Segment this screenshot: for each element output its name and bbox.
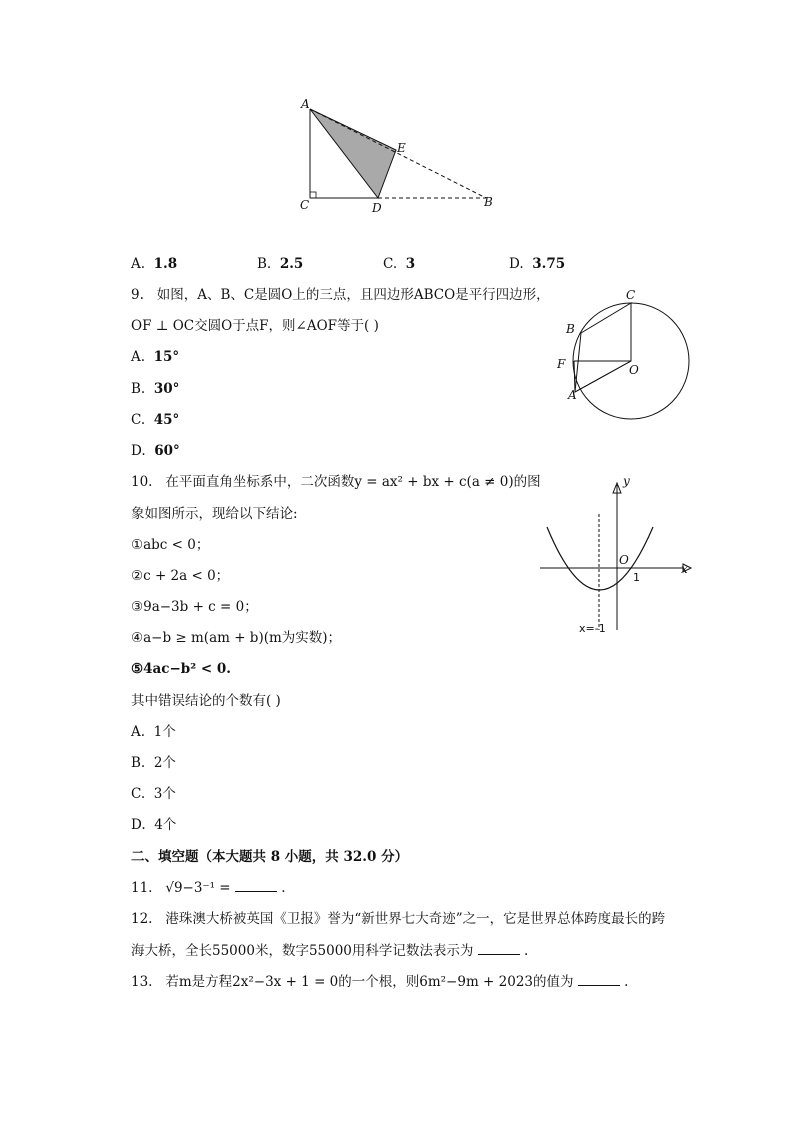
q10-parabola-figure [535,470,700,635]
q12-number: 12. [131,911,153,927]
q12-line2 [131,942,528,960]
q10-conclusion-3: ③9a−3b + c = 0； [131,599,258,615]
q11-answer-blank[interactable] [235,879,277,892]
q10-option-a: A. 1个 [131,724,176,740]
q9-stem-line1 [131,286,550,304]
segment-ao [575,361,631,392]
q11 [131,879,285,897]
q9-option-d: D. 60° [131,443,180,459]
q10-option-c: C. 3个 [131,786,176,802]
q9-number: 9. [131,287,144,303]
label-e: E [397,141,406,155]
q8-option-c: C. 3 [383,256,416,272]
q8-option-d: D. 3.75 [509,256,566,272]
q9-option-c: C. 45° [131,412,180,428]
q12-answer-blank[interactable] [478,942,520,955]
label-a: A [301,97,310,111]
label-b: B [566,322,575,336]
q13-number: 13. [131,974,153,990]
label-one: 1 [633,571,640,584]
label-d: D [372,201,382,215]
right-angle-mark [310,192,316,198]
q10-conclusion-1: ①abc < 0； [131,537,210,553]
label-y: y [623,474,630,488]
parallelogram-abco [575,303,631,392]
q13-end: . [624,974,629,990]
q9-circle-figure [550,285,700,425]
q10-line1: 在平面直角坐标系中，二次函数y = ax² + bx + c(a ≠ 0)的图 [165,474,541,490]
q12-line1 [131,910,665,928]
q13 [131,973,628,991]
q11-expr: √9−3⁻¹ = [165,880,231,896]
q10-conclusion-5: ⑤4ac−b² < 0. [131,661,231,677]
q10-conclusion-4: ④a−b ≥ m(am + b)(m为实数)； [131,630,342,646]
q13-text: 若m是方程2x²−3x + 1 = 0的一个根，则6m²−9m + 2023的值为 [165,974,574,990]
q10-stem-line1 [131,473,541,491]
q10-option-b: B. 2个 [131,755,176,771]
q13-answer-blank[interactable] [578,973,620,986]
label-a: A [568,388,577,402]
q9-stem-line2: OF ⊥ OC交圆O于点F，则∠AOF等于( ) [131,318,379,334]
q11-end: . [281,880,286,896]
q8-triangle-figure [290,95,510,220]
q11-number: 11. [131,880,153,896]
label-x: x [681,562,688,576]
q8-option-b: B. 2.5 [257,256,304,272]
q10-number: 10. [131,474,153,490]
label-f: F [557,357,566,371]
label-x-eq-minus-1: x=-1 [579,622,606,635]
q10-stem-line2: 象如图所示，现给以下结论: [131,506,298,522]
label-origin: O [619,553,629,567]
label-b: B [484,195,493,209]
q8-option-a: A. 1.8 [131,256,178,272]
q12-text-line1: 港珠澳大桥被英国《卫报》誉为“新世界七大奇迹”之一，它是世界总体跨度最长的跨 [165,911,666,927]
q12-end: . [523,943,529,959]
q10-option-d: D. 4个 [131,817,177,833]
q10-conclusion-2: ②c + 2a < 0； [131,568,230,584]
q12-text-line2: 海大桥，全长55000米，数字55000用科学记数法表示为 [131,943,474,959]
label-o: O [629,363,639,377]
shaded-triangle-ade [310,109,396,198]
section-2-title: 二、填空题（本大题共 8 小题，共 32.0 分） [131,849,409,865]
q9-option-a: A. 15° [131,349,180,365]
label-c: C [626,288,636,302]
q10-question: 其中错误结论的个数有( ) [131,693,281,709]
q9-line1: 如图，A、B、C是圆O上的三点，且四边形ABCO是平行四边形， [156,287,550,303]
q9-option-b: B. 30° [131,381,180,397]
label-c: C [300,198,310,212]
